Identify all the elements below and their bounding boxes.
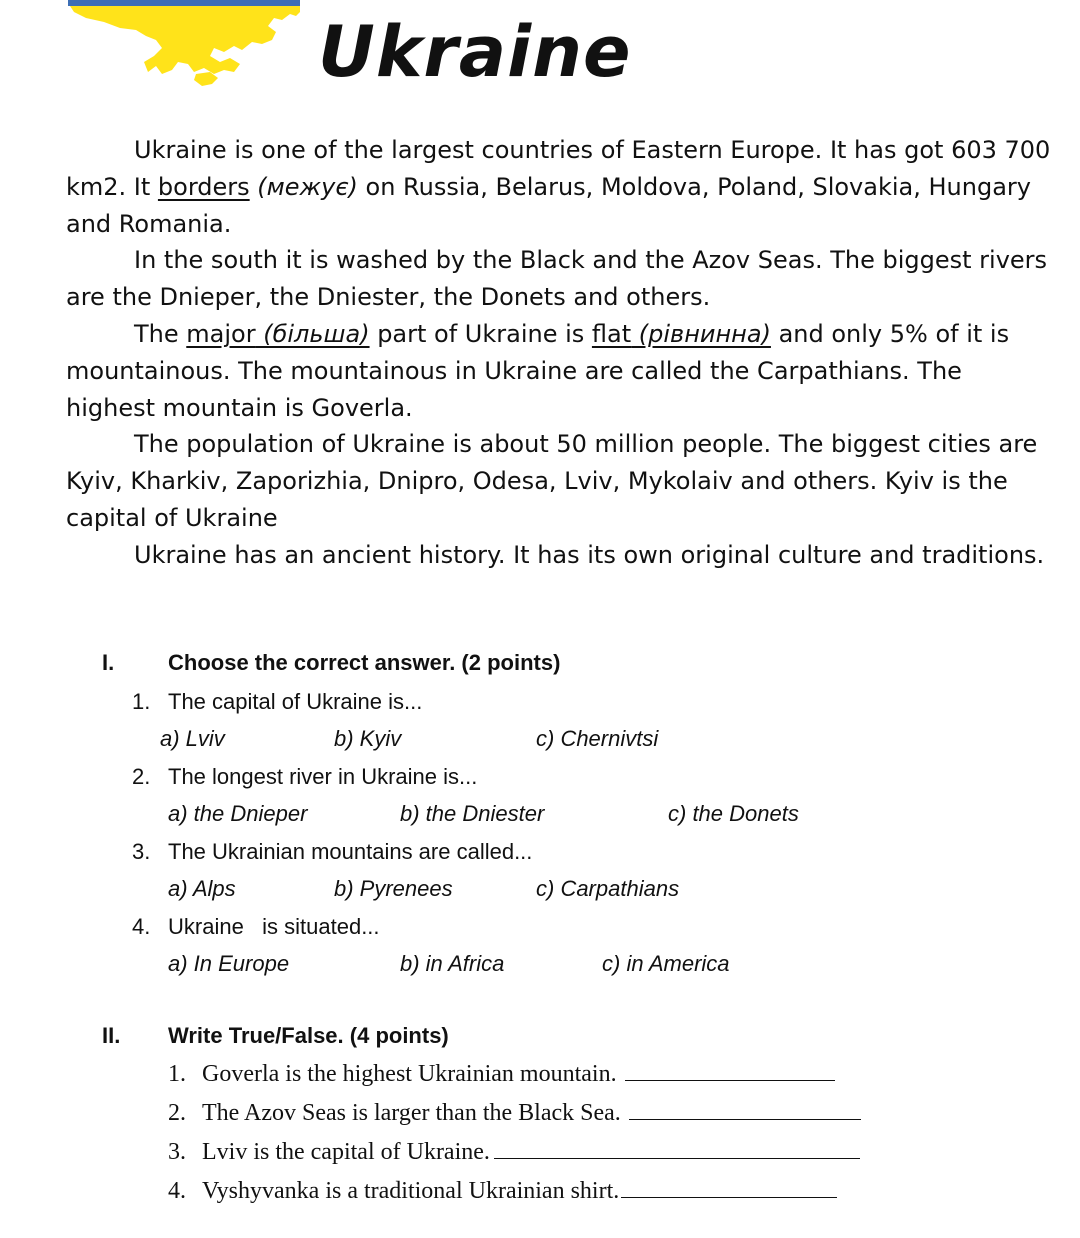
answer-options	[132, 870, 680, 908]
question-stem: 2. The longest river in Ukraine is...	[132, 764, 478, 789]
statement: 3. Lviv is the capital of Ukraine.	[168, 1134, 861, 1173]
answer-options	[132, 945, 730, 983]
answer-blank[interactable]	[625, 1058, 835, 1081]
paragraph-2: In the south it is washed by the Black and the Azov Seas. The biggest rivers are the Dnieper, the Dniester, the Donets and others.	[66, 246, 1048, 312]
paragraph-5: Ukraine has an ancient history. It has its own original culture and traditions.	[134, 540, 1045, 569]
answer-blank[interactable]	[621, 1175, 837, 1198]
answer-option-c[interactable]: c) Chernivtsi	[536, 726, 659, 751]
reading-passage	[66, 132, 1056, 574]
vocab-word: borders	[157, 172, 250, 201]
vocab-word: flat	[591, 319, 632, 348]
ukraine-map-image	[64, 0, 304, 92]
translation: (межує)	[249, 172, 358, 201]
answer-option-a[interactable]: a) Alps	[168, 876, 236, 901]
answer-blank[interactable]	[494, 1136, 860, 1159]
question-stem: 3. The Ukrainian mountains are called...	[132, 839, 533, 864]
paragraph-1: Ukraine is one of the largest countries of Eastern Europe. It has got 603 700 km2. It borders (межує) on Russia, Belarus, Moldova, Poland, Slovakia, Hungary and Romania.	[66, 136, 1051, 238]
map-blue-band	[68, 0, 300, 6]
true-false-list	[168, 1056, 861, 1212]
page-title: Ukraine	[318, 11, 632, 93]
answer-options	[132, 720, 659, 758]
answer-option-b[interactable]: b) Pyrenees	[334, 876, 453, 901]
answer-options	[132, 795, 799, 833]
translation: (рівнинна)	[631, 319, 771, 348]
statement: 2. The Azov Seas is larger than the Black Sea.	[168, 1095, 861, 1134]
answer-option-b[interactable]: b) Kyiv	[334, 726, 402, 751]
question	[132, 908, 730, 983]
statement: 1. Goverla is the highest Ukrainian mountain.	[168, 1056, 861, 1095]
question	[132, 683, 659, 758]
map-crimea	[194, 72, 218, 86]
statement: 4. Vyshyvanka is a traditional Ukrainian shirt.	[168, 1173, 861, 1212]
map-yellow-shape	[70, 6, 300, 74]
answer-option-a[interactable]: a) the Dnieper	[168, 801, 308, 826]
answer-option-b[interactable]: b) the Dniester	[400, 801, 545, 826]
question	[132, 833, 680, 908]
answer-option-c[interactable]: c) in America	[602, 951, 730, 976]
paragraph-3: The major (більша) part of Ukraine is flat (рівнинна) and only 5% of it is mountainous. The mountainous in Ukraine are called the Carpathians. The highest mountain is Goverla.	[66, 319, 1010, 422]
section-number: I.	[102, 650, 115, 675]
question	[132, 758, 799, 833]
question-stem: 1. The capital of Ukraine is...	[132, 689, 423, 714]
question-stem: 4. Ukraine is situated...	[132, 914, 380, 939]
translation: (більша)	[255, 319, 370, 348]
answer-option-c[interactable]: c) the Donets	[668, 801, 799, 826]
answer-blank[interactable]	[629, 1097, 861, 1120]
section-number: II.	[102, 1023, 121, 1048]
paragraph-4: The population of Ukraine is about 50 million people. The biggest cities are Kyiv, Kharkiv, Zaporizhia, Dnipro, Odesa, Lviv, Mykolaiv and others. Kyiv is the capital of Ukraine	[66, 430, 1038, 532]
question-list	[132, 683, 799, 983]
answer-option-c[interactable]: c) Carpathians	[536, 876, 680, 901]
section-title: Write True/False. (4 points)	[168, 1023, 449, 1048]
answer-option-a[interactable]: a) Lviv	[160, 726, 225, 751]
answer-option-b[interactable]: b) in Africa	[400, 951, 505, 976]
answer-option-a[interactable]: a) In Europe	[168, 951, 290, 976]
vocab-word: major	[186, 319, 256, 348]
section-title: Choose the correct answer. (2 points)	[168, 650, 561, 675]
